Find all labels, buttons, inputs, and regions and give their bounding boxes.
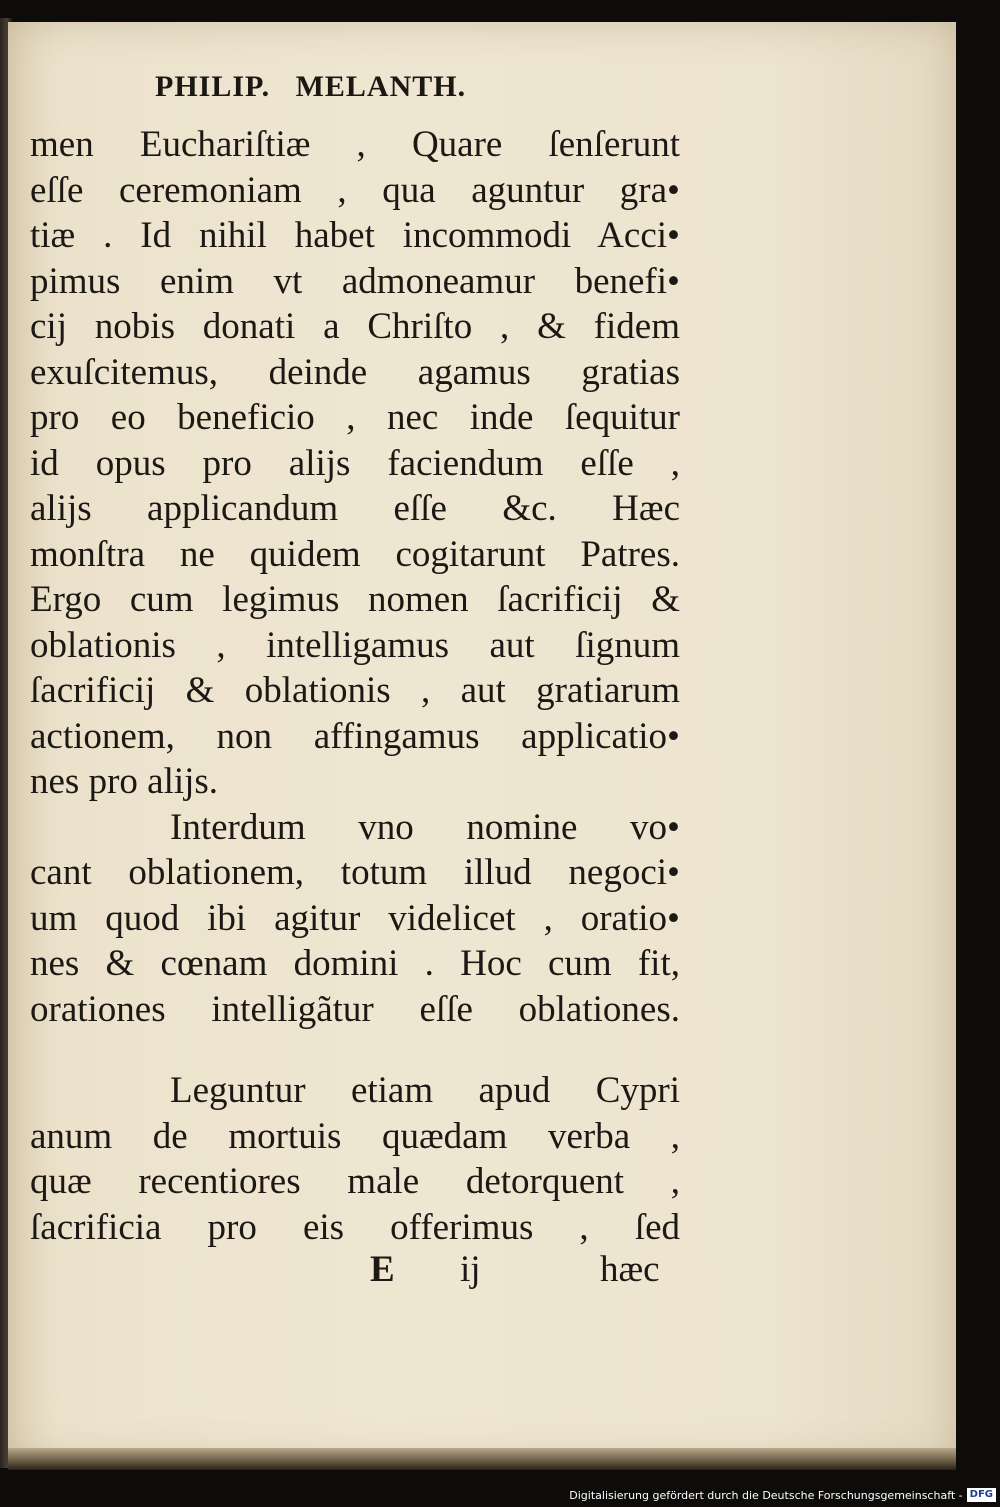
text-line: anum de mortuis quædam verba ,: [30, 1115, 680, 1157]
text-line: ſacrificia pro eis offerimus , ſed: [30, 1206, 680, 1248]
text-line: nes pro alijs.: [30, 761, 219, 802]
paragraph-gap: [30, 1032, 680, 1068]
text-line: exuſcitemus, deinde agamus gratias: [30, 351, 680, 393]
catchword: hæc: [600, 1249, 660, 1290]
text-line: men Euchariſtiæ , Quare ſenſerunt: [30, 124, 680, 165]
text-line: nes & cœnam domini . Hoc cum fit,: [30, 943, 680, 984]
credit-text: Digitalisierung gefördert durch die Deutsche Forschungsgemeinschaft -: [569, 1488, 963, 1502]
signature-mark: E: [370, 1249, 395, 1290]
running-head: PHILIP. MELANTH.: [155, 70, 467, 103]
body-text: [30, 122, 680, 1250]
text-line: id opus pro alijs faciendum eſſe ,: [30, 442, 680, 484]
text-line: pro eo beneficio , nec inde ſequitur: [30, 397, 680, 438]
text-line: pimus enim vt admoneamur benefi•: [30, 260, 680, 302]
text-line: alijs applicandum eſſe &c. Hæc: [30, 488, 680, 529]
text-line: um quod ibi agitur videlicet , oratio•: [30, 897, 680, 939]
text-line: Ergo cum legimus nomen ſacrificij &: [30, 579, 680, 620]
text-line: cij nobis donati a Chriſto , & fidem: [30, 306, 680, 347]
text-line: cant oblationem, totum illud negoci•: [30, 852, 680, 893]
signature-line: [30, 1248, 680, 1293]
text-line: Leguntur etiam apud Cypri: [170, 1070, 680, 1111]
text-line: orationes intelligãtur eſſe oblationes.: [30, 988, 680, 1030]
text-line: monſtra ne quidem cogitarunt Patres.: [30, 533, 680, 575]
text-line: Interdum vno nomine vo•: [170, 806, 680, 848]
text-line: ſacrificij & oblationis , aut gratiarum: [30, 670, 680, 711]
signature-number: ij: [460, 1249, 481, 1290]
text-line: tiæ . Id nihil habet incommodi Acci•: [30, 215, 680, 256]
dfg-logo: DFG: [967, 1488, 996, 1502]
text-line: oblationis , intelligamus aut ſignum: [30, 624, 680, 666]
text-line: eſſe ceremoniam , qua aguntur gra•: [30, 169, 680, 211]
page-bottom-edge: [8, 1448, 956, 1470]
digitization-credit: [569, 1487, 996, 1503]
text-line: actionem, non affingamus applicatio•: [30, 715, 680, 757]
text-line: quæ recentiores male detorquent ,: [30, 1161, 680, 1202]
